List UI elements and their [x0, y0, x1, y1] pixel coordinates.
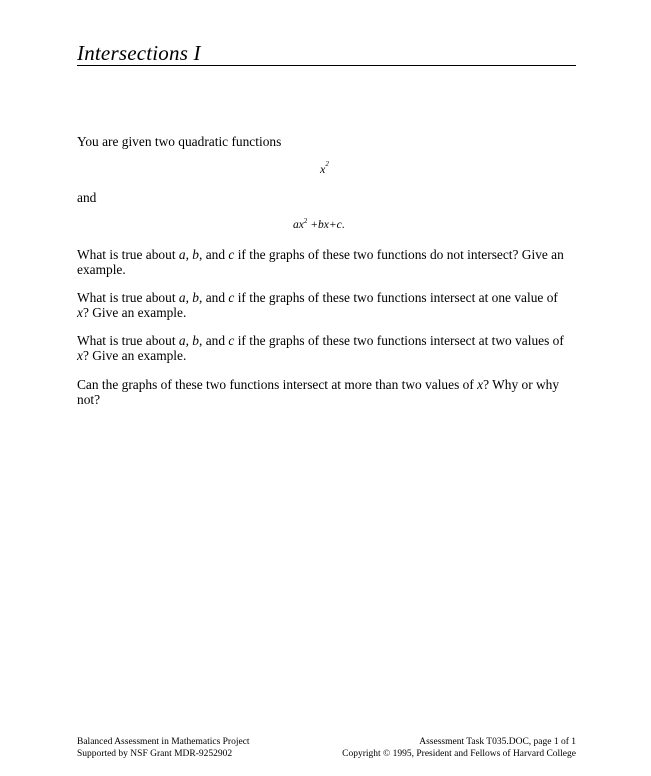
footer-copyright: Copyright © 1995, President and Fellows of Harvard College: [342, 748, 576, 759]
question-text: ? Give an example.: [82, 305, 187, 320]
variable-a: a: [178, 333, 186, 348]
separator: ,: [185, 247, 193, 262]
formula1-base: x: [320, 162, 326, 176]
question-text: What is true about: [77, 247, 179, 262]
variable-b: b: [192, 247, 199, 262]
intro-text: You are given two quadratic functions: [77, 134, 282, 149]
formula2-period: .: [341, 219, 345, 231]
variable-c: c: [228, 290, 235, 305]
question-4: [77, 377, 573, 407]
title-rule: [77, 42, 576, 66]
variable-x: x: [477, 377, 484, 392]
separator: ,: [185, 333, 193, 348]
variable-b: b: [192, 290, 199, 305]
footer-grant: Supported by NSF Grant MDR-9252902: [77, 748, 233, 759]
question-text: Can the graphs of these two functions intersect at more than two values of: [77, 377, 478, 392]
formula-x-squared: [320, 162, 329, 177]
question-text: What is true about: [77, 333, 179, 348]
question-1: [77, 247, 573, 277]
separator: ,: [185, 290, 193, 305]
footer-right: [342, 737, 576, 760]
question-3: [77, 333, 573, 363]
variable-c: c: [228, 333, 235, 348]
variable-c: c: [228, 247, 235, 262]
separator: , and: [199, 290, 229, 305]
question-text: if the graphs of these two functions do not intersect? Give an example.: [77, 247, 564, 277]
formula2-ax: ax: [293, 219, 304, 231]
variable-x: x: [77, 305, 83, 320]
separator: , and: [199, 247, 229, 262]
variable-b: b: [192, 333, 199, 348]
variable-a: a: [178, 247, 186, 262]
question-text: if the graphs of these two functions intersect at one value of: [234, 290, 558, 305]
formula2-rest: +bx+c: [307, 219, 342, 231]
formula2-exponent: 2: [303, 217, 308, 225]
footer-left: [77, 737, 250, 760]
question-text: if the graphs of these two functions intersect at two values of: [234, 333, 564, 348]
question-text: ? Give an example.: [82, 348, 187, 363]
variable-a: a: [178, 290, 186, 305]
formula-quadratic: [293, 219, 345, 231]
question-text: ? Why or why not?: [77, 377, 560, 407]
separator: , and: [199, 333, 229, 348]
page-title: Intersections I: [77, 41, 201, 65]
variable-x: x: [77, 348, 83, 363]
question-2: [77, 290, 573, 320]
question-text: What is true about: [77, 290, 179, 305]
footer-project: Balanced Assessment in Mathematics Project: [77, 737, 250, 747]
formula1-exponent: 2: [325, 160, 329, 168]
and-text: and: [77, 190, 97, 205]
footer-task: Assessment Task T035.DOC, page 1 of 1: [419, 737, 576, 747]
